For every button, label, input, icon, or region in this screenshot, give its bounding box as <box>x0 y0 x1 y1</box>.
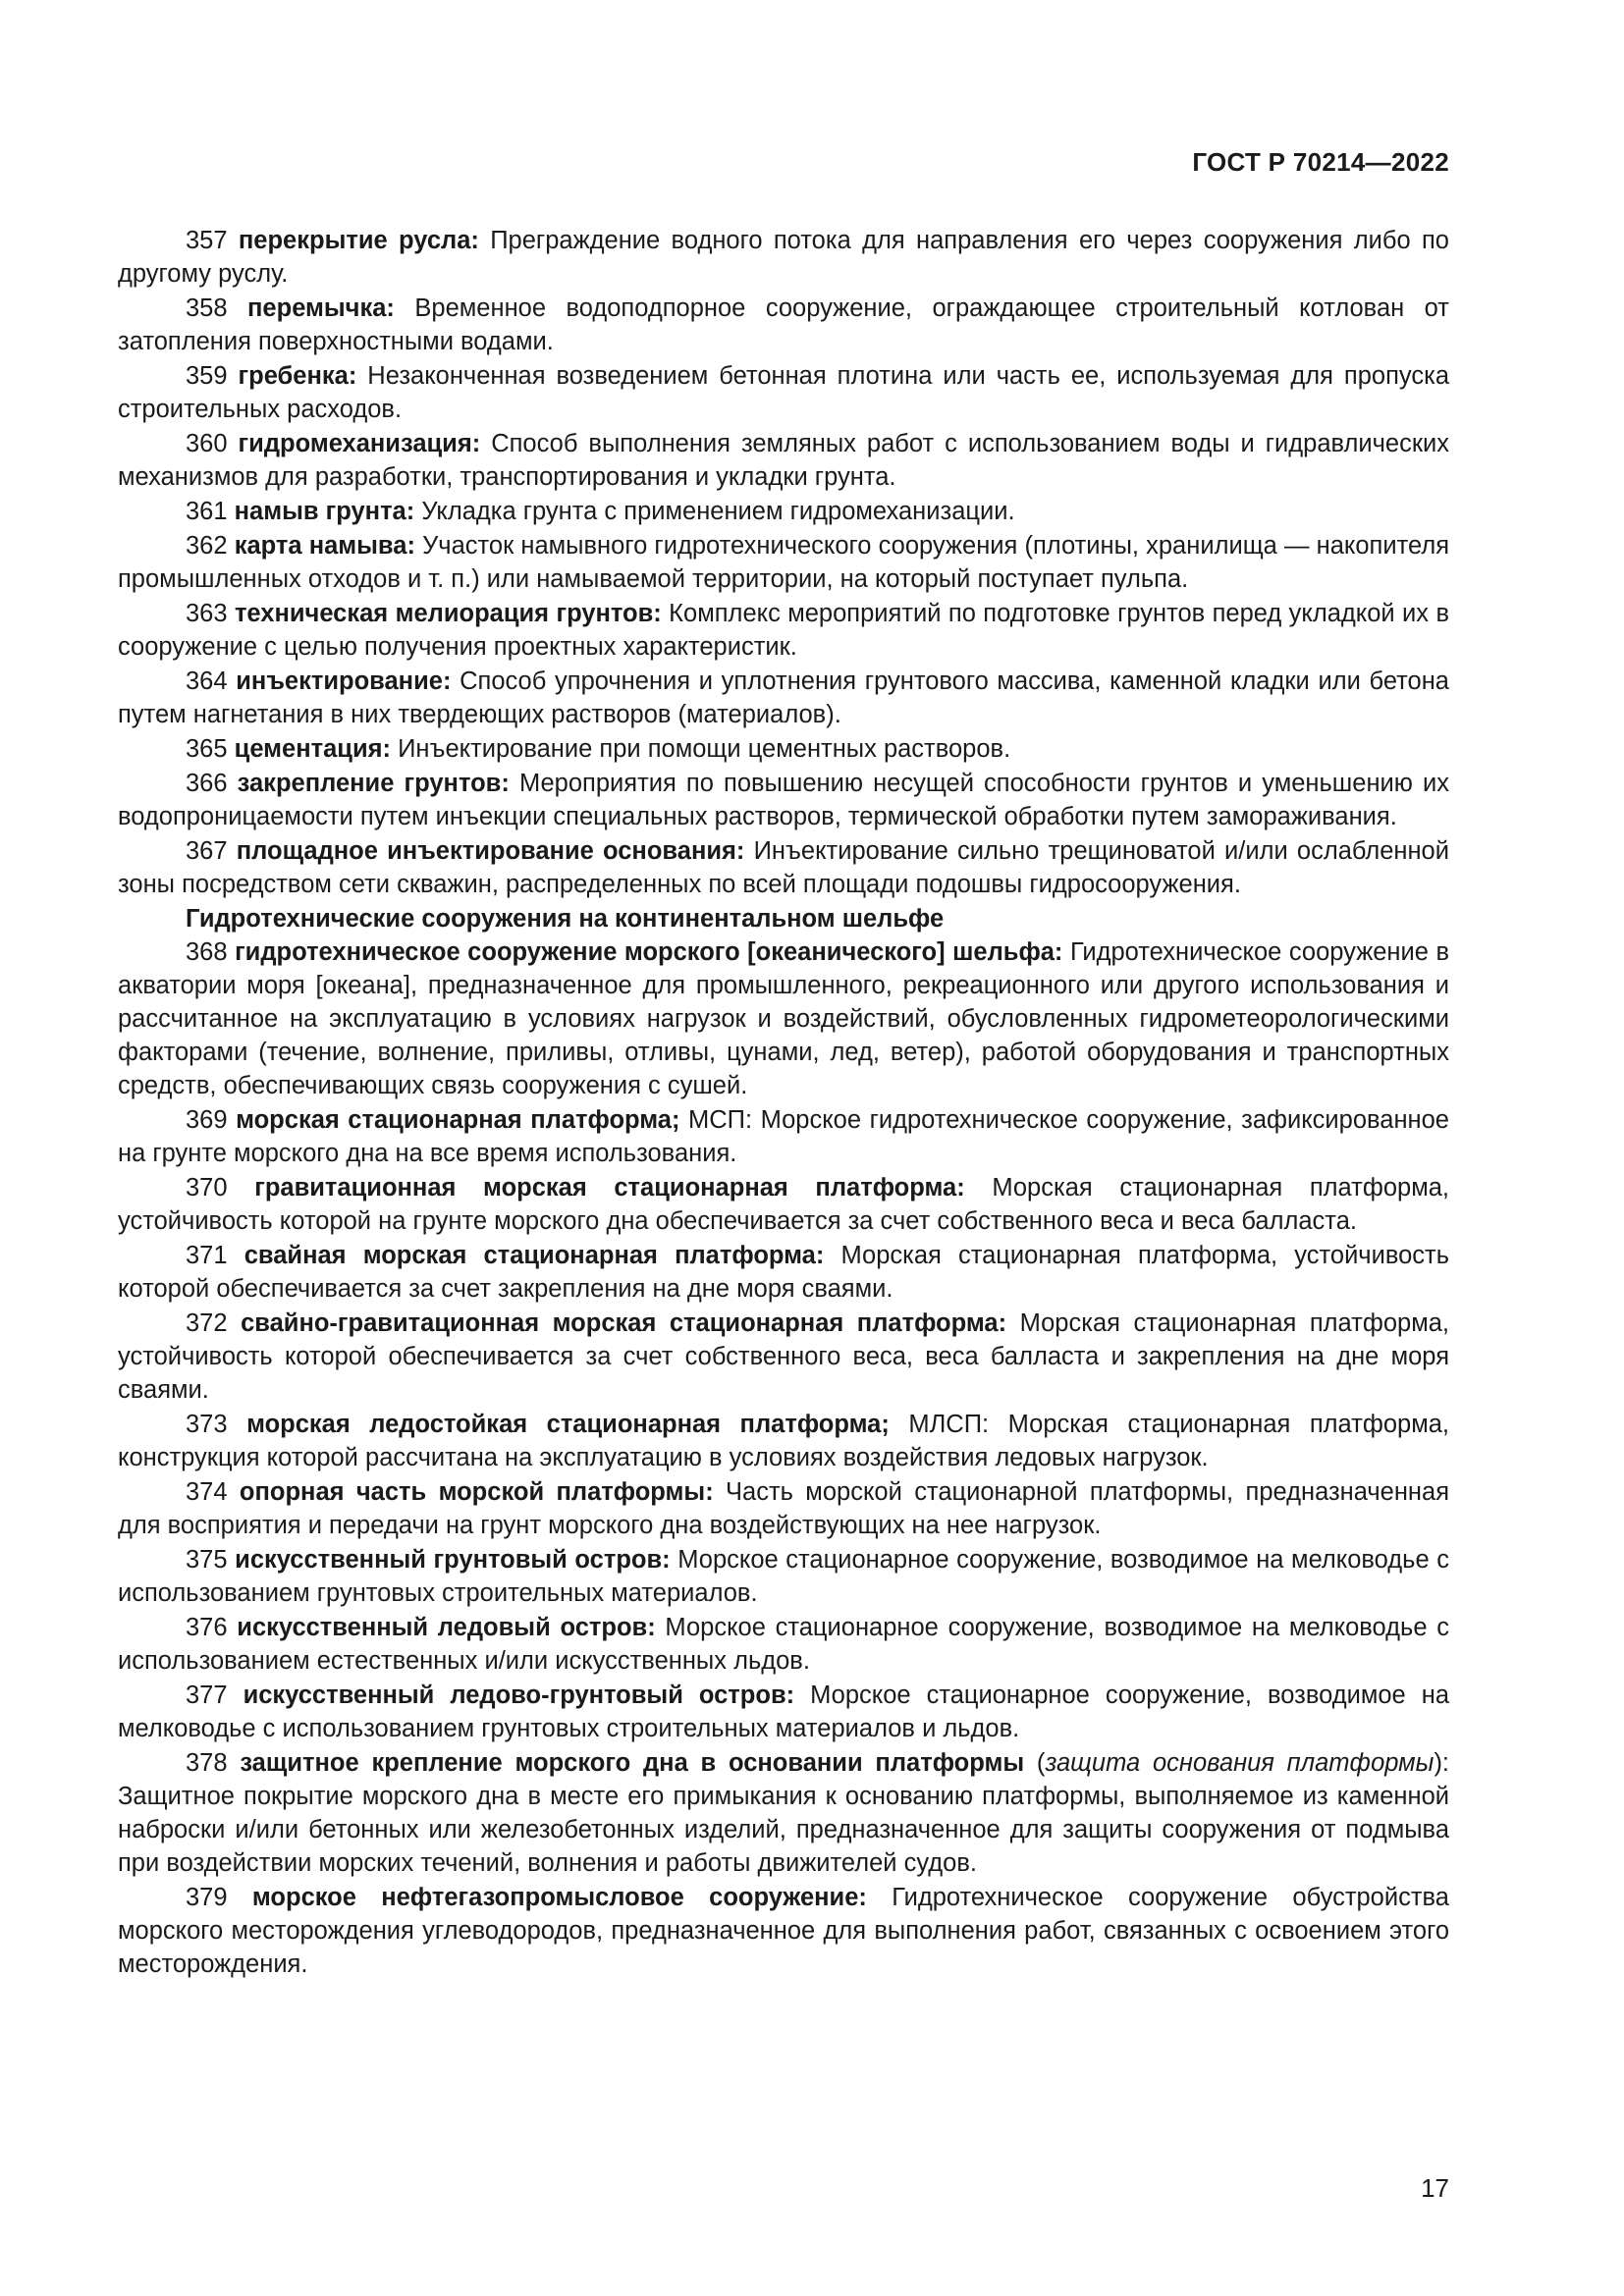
term-definition: ): Защитное покрытие морского дна в месте его примыкания к основанию платформы, выполняемое из каменной наброски и/или бетонных или железобетонных изделий, предназначенное для защиты сооружения от подмыва при воздействии морских течений, волнения и работы движителей судов. <box>118 1749 1450 1877</box>
term-title: опорная часть морской платформы: <box>239 1478 714 1506</box>
term-definition: Гидротехническое сооружение в акватории моря [океана], предназначенное для промышленного, рекреационного или другого использования и рассчитанное на эксплуатацию в условиях нагрузок и воздействий, обусловленных гидрометеорологическими факторами (течение, волнение, приливы, отливы, цунами, лед, ветер), работой оборудования и транспортных средств, обеспечивающих связь сооружения с сушей. <box>118 938 1449 1099</box>
term-number: 379 <box>186 1884 228 1911</box>
term-title: искусственный грунтовый остров: <box>235 1546 671 1574</box>
term-title: свайно-гравитационная морская стационарная платформа: <box>241 1309 1007 1337</box>
term-number: 369 <box>186 1106 228 1134</box>
term-title: перекрытие русла: <box>238 227 479 254</box>
term-definition: Морское стационарное сооружение, возводимое на мелководье с использованием грунтовых строительных материалов и льдов. <box>118 1682 1450 1742</box>
term-definition: Морская стационарная платформа, устойчивость которой обеспечивается за счет закрепления на дне моря сваями. <box>118 1242 1449 1303</box>
term-number: 362 <box>186 532 228 560</box>
term-title: морское нефтегазопромысловое сооружение: <box>251 1884 867 1911</box>
term-definition: Способ выполнения земляных работ с использованием воды и гидравлических механизмов для разработки, транспортирования и укладки грунта. <box>118 430 1450 491</box>
term-entry <box>118 1475 1449 1542</box>
term-title: защитное крепление морского дна в основании платформы <box>240 1749 1025 1777</box>
term-number: 374 <box>186 1478 228 1506</box>
term-number: 363 <box>186 600 228 627</box>
term-entry <box>118 1103 1449 1170</box>
term-entry <box>118 597 1449 664</box>
term-number: 361 <box>186 498 228 525</box>
term-entry <box>118 427 1449 494</box>
term-entry <box>118 1611 1449 1678</box>
term-definition: МСП: Морское гидротехническое сооружение, зафиксированное на грунте морского дна на все время использования. <box>118 1106 1449 1167</box>
page-number: 17 <box>1421 2173 1449 2203</box>
term-title: гравитационная морская стационарная платформа: <box>254 1174 965 1201</box>
term-number: 377 <box>186 1682 228 1709</box>
term-number: 358 <box>186 294 228 322</box>
term-entry <box>118 1239 1449 1306</box>
document-header: ГОСТ Р 70214—2022 <box>1192 147 1449 177</box>
document-body <box>118 224 1449 1982</box>
term-definition: Временное водоподпорное сооружение, ограждающее строительный котлован от затопления поверхностными водами. <box>118 294 1449 355</box>
term-number: 367 <box>186 837 228 865</box>
term-number: 370 <box>186 1174 228 1201</box>
term-definition: МЛСП: Морская стационарная платформа, конструкция которой рассчитана на эксплуатацию в условиях воздействия ледовых нагрузок. <box>118 1411 1450 1471</box>
term-number: 360 <box>186 430 228 457</box>
term-definition: Часть морской стационарной платформы, предназначенная для восприятия и передачи на грунт морского дна воздействующих на нее нагрузок. <box>118 1478 1449 1539</box>
term-synonym: защита основания платформы <box>1045 1749 1435 1777</box>
term-title: свайная морская стационарная платформа: <box>244 1242 825 1269</box>
term-entry <box>118 935 1449 1102</box>
term-title: инъектирование: <box>236 667 452 695</box>
term-number: 359 <box>186 362 228 390</box>
term-entry <box>118 1307 1449 1407</box>
term-definition: Участок намывного гидротехнического сооружения (плотины, хранилища — накопителя промышленных отходов и т. п.) или намываемой территории, на который поступает пульпа. <box>118 532 1450 593</box>
term-definition: Гидротехническое сооружение обустройства морского месторождения углеводородов, предназначенное для выполнения работ, связанных с освоением этого месторождения. <box>118 1884 1449 1978</box>
term-title: искусственный ледовый остров: <box>237 1614 656 1641</box>
term-definition: Укладка грунта с применением гидромеханизации. <box>414 498 1015 525</box>
term-title: перемычка: <box>247 294 395 322</box>
term-entry <box>118 359 1449 426</box>
term-entry <box>118 1679 1449 1745</box>
term-entry <box>118 1881 1449 1981</box>
term-title: площадное инъектирование основания: <box>236 837 745 865</box>
term-title: гидромеханизация: <box>238 430 481 457</box>
term-definition: Комплекс мероприятий по подготовке грунтов перед укладкой их в сооружение с целью получения проектных характеристик. <box>118 600 1449 661</box>
term-entry <box>118 529 1449 596</box>
section-heading: Гидротехнические сооружения на континентальном шельфе <box>186 905 945 933</box>
term-paren-open: ( <box>1024 1749 1046 1777</box>
term-number: 366 <box>186 770 228 797</box>
term-number: 357 <box>186 227 228 254</box>
term-entry <box>118 1408 1449 1474</box>
term-number: 376 <box>186 1614 228 1641</box>
term-number: 368 <box>186 938 228 966</box>
term-definition: Мероприятия по повышению несущей способности грунтов и уменьшению их водопроницаемости путем инъекции специальных растворов, термической обработки путем замораживания. <box>118 770 1449 830</box>
term-entry <box>118 292 1449 358</box>
term-definition: Незаконченная возведением бетонная плотина или часть ее, используемая для пропуска строительных расходов. <box>118 362 1449 423</box>
term-definition: Инъектирование при помощи цементных растворов. <box>391 735 1011 763</box>
term-title: намыв грунта: <box>234 498 415 525</box>
term-entry <box>118 1543 1449 1610</box>
term-entry <box>118 732 1449 766</box>
term-title: морская ледостойкая стационарная платформа; <box>246 1411 890 1438</box>
term-number: 378 <box>186 1749 228 1777</box>
term-entry <box>118 1171 1449 1238</box>
term-entry <box>118 1746 1449 1880</box>
term-entry <box>118 665 1449 731</box>
term-number: 365 <box>186 735 228 763</box>
term-number: 364 <box>186 667 228 695</box>
term-title: искусственный ледово-грунтовый остров: <box>243 1682 795 1709</box>
term-entry <box>118 767 1449 833</box>
term-title: гидротехническое сооружение морского [океанического] шельфа: <box>235 938 1063 966</box>
term-definition: Морское стационарное сооружение, возводимое на мелководье с использованием естественных и/или искусственных льдов. <box>118 1614 1449 1675</box>
term-number: 372 <box>186 1309 228 1337</box>
term-entry <box>118 495 1449 528</box>
term-definition: Преграждение водного потока для направления его через сооружения либо по другому руслу. <box>118 227 1449 288</box>
term-definition: Инъектирование сильно трещиноватой и/или ослабленной зоны посредством сети скважин, распределенных по всей площади подошвы гидросооружения. <box>118 837 1449 898</box>
term-definition: Морская стационарная платформа, устойчивость которой обеспечивается за счет собственного веса, веса балласта и закрепления на дне моря сваями. <box>118 1309 1449 1404</box>
term-title: гребенка: <box>238 362 357 390</box>
term-title: закрепление грунтов: <box>237 770 510 797</box>
term-title: карта намыва: <box>234 532 415 560</box>
term-title: техническая мелиорация грунтов: <box>234 600 662 627</box>
term-number: 371 <box>186 1242 228 1269</box>
term-title: цементация: <box>234 735 392 763</box>
term-title: морская стационарная платформа; <box>236 1106 680 1134</box>
term-definition: Способ упрочнения и уплотнения грунтового массива, каменной кладки или бетона путем нагнетания в них твердеющих растворов (материалов). <box>118 667 1449 728</box>
term-number: 373 <box>186 1411 228 1438</box>
term-definition: Морское стационарное сооружение, возводимое на мелководье с использованием грунтовых строительных материалов. <box>118 1546 1449 1607</box>
term-entry <box>118 834 1449 901</box>
term-number: 375 <box>186 1546 228 1574</box>
term-entry <box>118 224 1449 291</box>
term-definition: Морская стационарная платформа, устойчивость которой на грунте морского дна обеспечивается за счет собственного веса и веса балласта. <box>118 1174 1449 1235</box>
